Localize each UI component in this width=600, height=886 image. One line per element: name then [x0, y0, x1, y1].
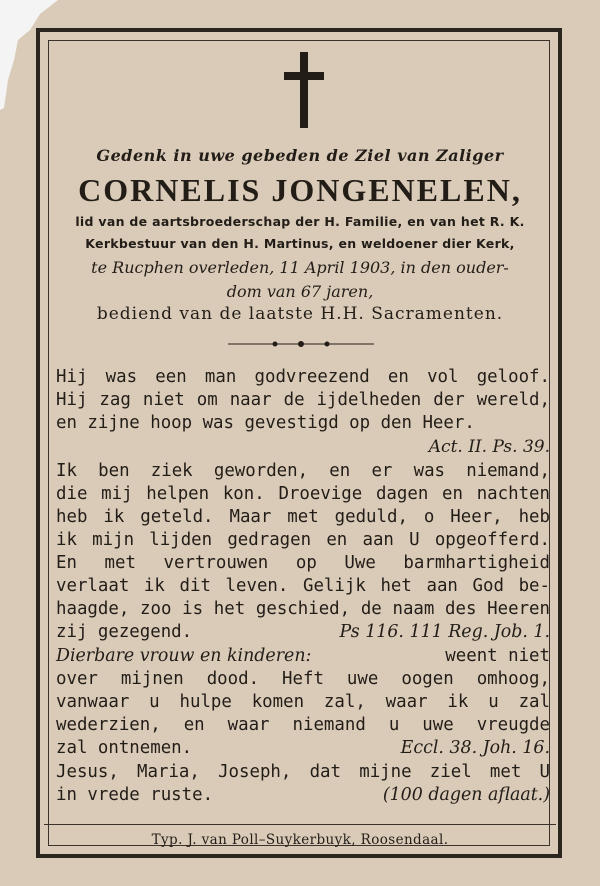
- text-line: Hij zag niet om naar de ijdelheden der wereld,: [56, 390, 550, 410]
- text-line: haagde, zoo is het geschied, de naam des Heeren: [56, 599, 550, 619]
- text-line: zal ontnemen.: [56, 738, 193, 758]
- text-line: Ik ben ziek geworden, en er was niemand,: [56, 461, 550, 481]
- text-line: die mij helpen kon. Droevige dagen en nachten: [56, 484, 550, 504]
- ornament-divider: [228, 338, 374, 350]
- scripture-reference: Ps 116. 111 Reg. Job. 1.: [339, 622, 550, 642]
- text-line: En met vertrouwen op Uwe barmhartigheid: [56, 553, 550, 573]
- text-line: en zijne hoop was gevestigd op den Heer.: [56, 413, 475, 433]
- header-text: Gedenk in uwe gebeden de Ziel van Zaliger: [96, 146, 504, 165]
- sacraments-line: bediend van de laatste H.H. Sacramenten.: [96, 304, 504, 324]
- death-line-2: dom van 67 jaren,: [226, 282, 374, 301]
- text-line-with-reference: [56, 737, 550, 760]
- text-line: [56, 645, 550, 668]
- scripture-reference: Act. II. Ps. 39.: [428, 437, 550, 457]
- text-line-with-reference: [56, 784, 550, 807]
- indulgence-note: (100 dagen aflaat.): [382, 785, 550, 805]
- text-line: zij gezegend.: [56, 622, 193, 642]
- text-line: vanwaar u hulpe komen zal, waar ik u zal: [56, 692, 550, 712]
- membership-line-2: Kerkbestuur van den H. Martinus, en weldoener dier Kerk,: [85, 236, 515, 251]
- scripture-reference: Eccl. 38. Joh. 16.: [400, 738, 550, 758]
- text-line: wederzien, en waar niemand u uwe vreugde: [56, 715, 550, 735]
- text-line: ik mijn lijden gedragen en aan U opgeofferd.: [56, 530, 550, 550]
- printer-credit: Typ. J. van Poll–Suykerbuyk, Roosendaal.: [151, 832, 449, 848]
- text-line: in vrede ruste.: [56, 785, 214, 805]
- text-line: Jesus, Maria, Joseph, dat mijne ziel met U: [56, 762, 550, 782]
- address-italic: Dierbare vrouw en kinderen:: [56, 646, 312, 666]
- text-line: heb ik geteld. Maar met geduld, o Heer, heb: [56, 507, 550, 527]
- text-line: Hij was een man godvreezend en vol geloof.: [56, 367, 550, 387]
- death-line-1: te Rucphen overleden, 11 April 1903, in den ouder-: [91, 258, 509, 277]
- text-line: weent niet: [445, 646, 550, 666]
- text-line-with-reference: [56, 621, 550, 644]
- text-line: verlaat ik dit leven. Gelijk het aan God be-: [56, 576, 550, 596]
- footer-divider: [44, 824, 556, 825]
- membership-line-1: lid van de aartsbroederschap der H. Familie, en van het R. K.: [75, 214, 525, 229]
- text-line: over mijnen dood. Heft uwe oogen omhoog,: [56, 669, 550, 689]
- deceased-name: CORNELIS JONGENELEN,: [78, 172, 522, 208]
- cross-icon: [282, 50, 326, 130]
